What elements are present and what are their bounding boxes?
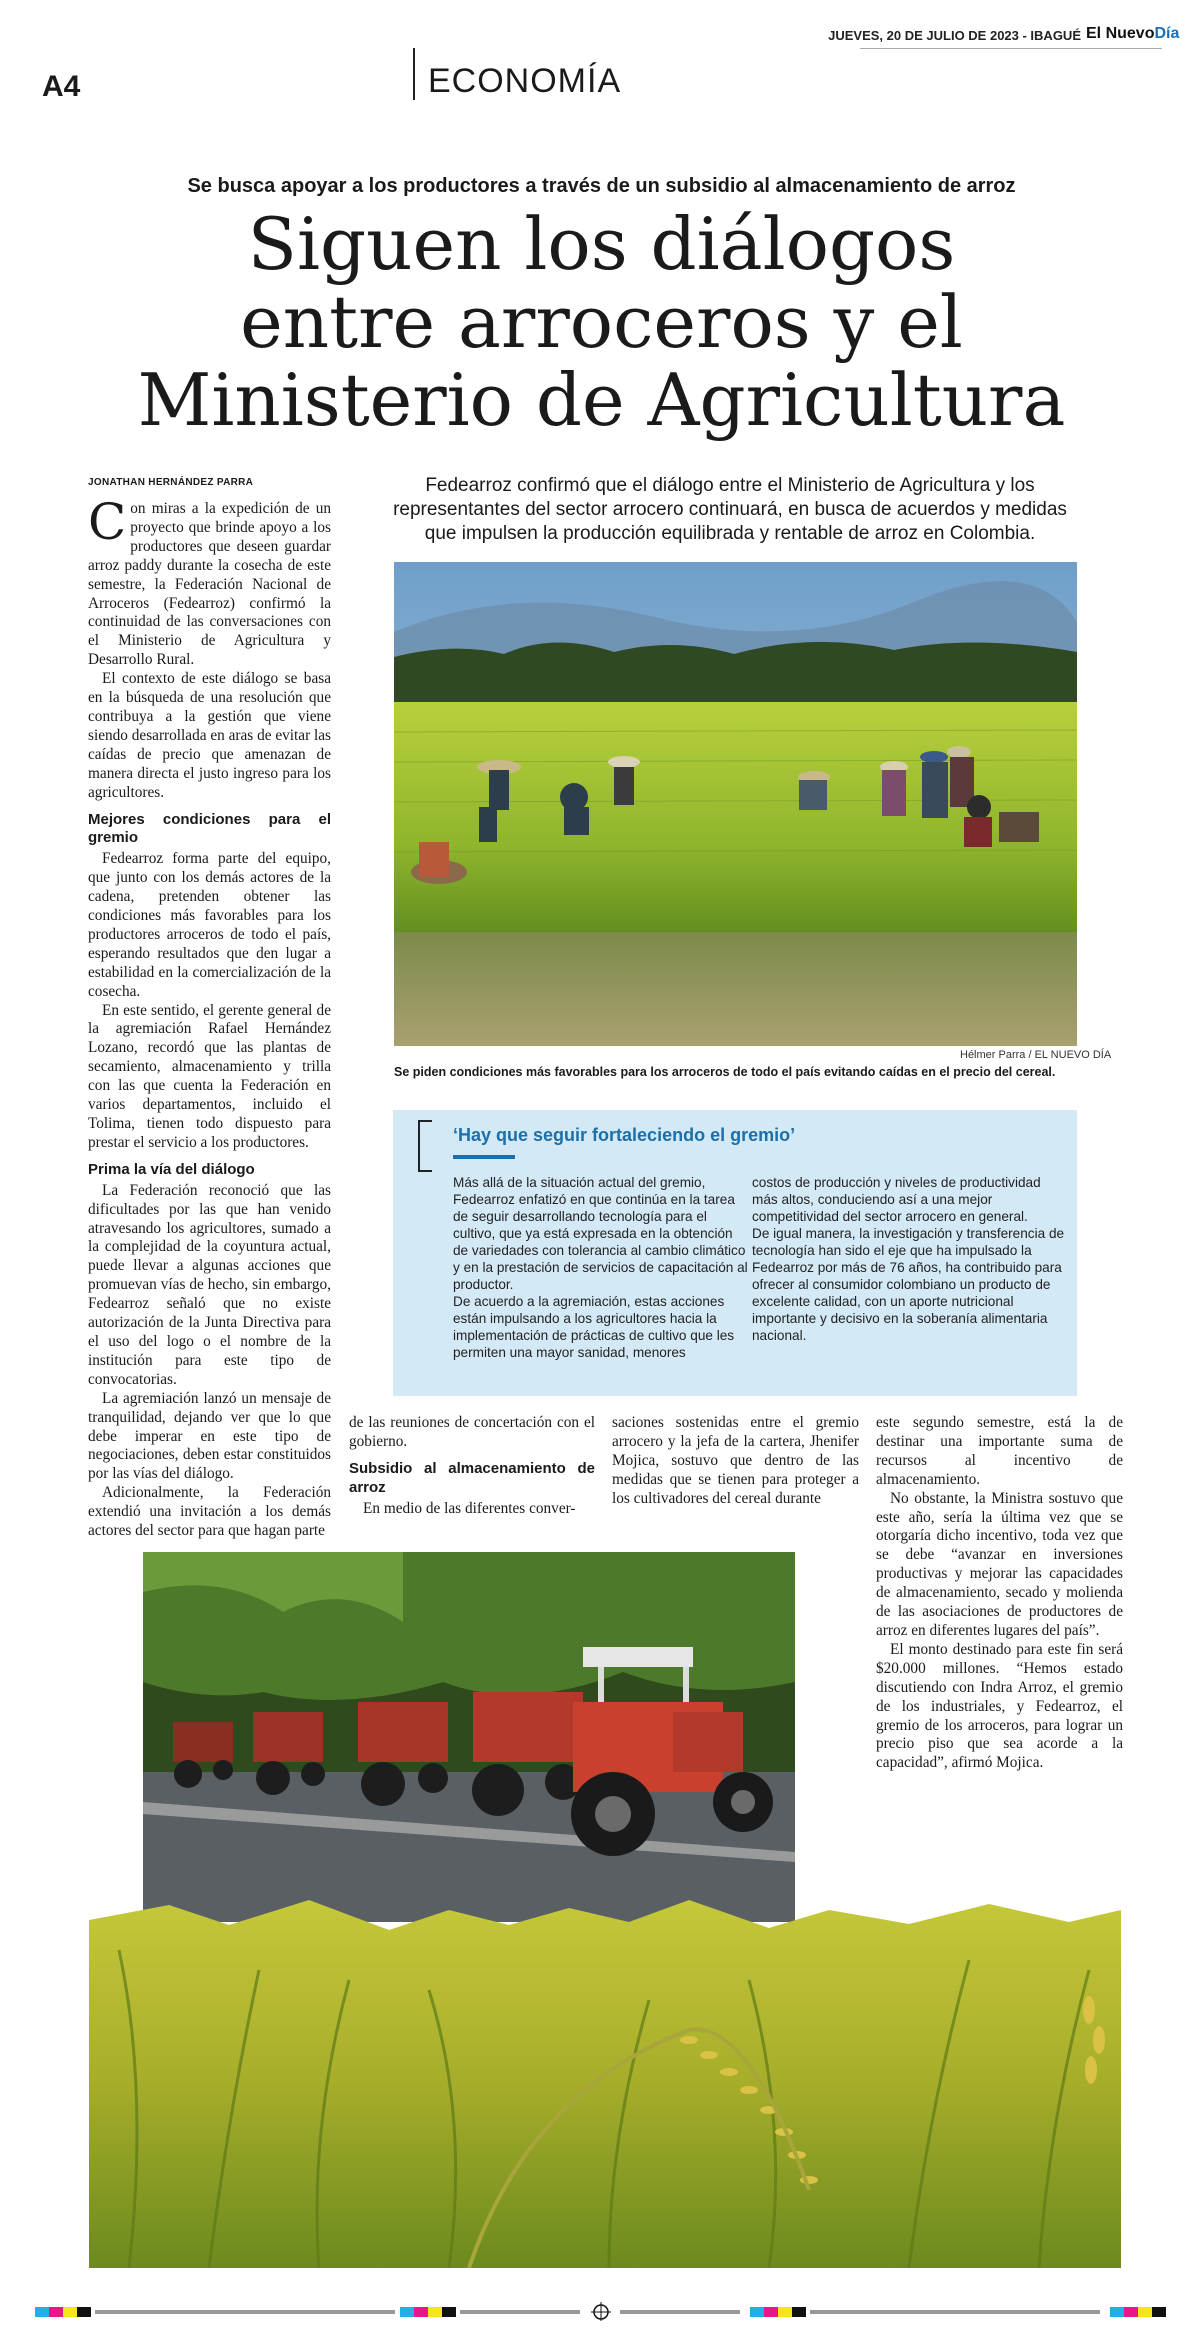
article-column-2 — [349, 1414, 595, 1519]
article-column-3 — [612, 1414, 859, 1509]
header-rule — [860, 48, 1162, 49]
box-paragraph: De igual manera, la investigación y transferencia de tecnología han sido el eje que ha impulsado la Fedearroz por más de 76 años, ha contribuido para ofrecer al consumidor colombiano un producto de excelente calidad, con un aporte nutricional importante y decisivo en la soberanía alimentaria nacional. — [752, 1226, 1065, 1343]
box-paragraph: Más allá de la situación actual del gremio, Fedearroz enfatizó en que continúa en la tarea de seguir desarrollando tecnología para el cultivo, que ya está expresada en la obtención de variedades con tolerancia al cambio climático y en la prestación de servicios de capacitación al productor. — [453, 1175, 748, 1292]
section-title: ECONOMÍA — [428, 62, 622, 100]
brand-name: El Nuevo — [1086, 25, 1155, 42]
article-column-4 — [876, 1414, 1123, 1773]
dateline: JUEVES, 20 DE JULIO DE 2023 - IBAGUÉ — [828, 28, 1081, 43]
subheading: Prima la vía del diálogo — [88, 1160, 255, 1178]
box-column-2 — [752, 1174, 1068, 1344]
paragraph: Fedearroz forma parte del equipo, que junto con los demás actores de la cadena, pretenden obtener las condiciones más favorables para los productores arroceros de todo el país, esperando resultados que den lugar a estabilidad en la comercialización de la cosecha. — [88, 850, 331, 1000]
paragraph: En medio de las diferentes conver- — [363, 1499, 576, 1517]
photo-caption: Se piden condiciones más favorables para los arroceros de todo el país evitando caídas en el precio del cereal. — [394, 1065, 1056, 1079]
paragraph: de las reuniones de concertación con el gobierno. — [349, 1414, 595, 1450]
box-title: ‘Hay que seguir fortaleciendo el gremio’ — [453, 1125, 796, 1145]
kicker: Se busca apoyar a los productores a través de un subsidio al almacenamiento de arroz — [187, 175, 1016, 197]
headline-line: Siguen los diálogos — [247, 202, 956, 286]
paragraph: El contexto de este diálogo se basa en la búsqueda de una resolución que contribuya a la gestión que viene siendo desarrollada en aras de evitar las caídas de precio que amenazan de manera directa el justo ingreso para los agricultores. — [88, 670, 331, 801]
print-registration-bar — [0, 2301, 1203, 2321]
photo-credit: Hélmer Parra / EL NUEVO DÍA — [960, 1049, 1112, 1061]
paragraph: este segundo semestre, está la de destinar una importante suma de recursos al incentivo de almacenamiento. — [876, 1414, 1123, 1488]
rice-field-photo — [394, 562, 1077, 1046]
brand-name-accent: Día — [1154, 25, 1180, 42]
paragraph — [88, 493, 331, 670]
brand-logo — [1086, 25, 1179, 43]
box-paragraph: costos de producción y niveles de productividad más altos, conduciendo así a una mejor competitividad del sector arrocero en general. — [752, 1175, 1041, 1224]
deck: Fedearroz confirmó que el diálogo entre el Ministerio de Agricultura y los representantes del sector arrocero continuará, en busca de acuerdos y medidas que impulsen la producción equilibrada y rentable de arroz en Colombia. — [393, 475, 1067, 544]
subheading: Mejores condiciones para el gremio — [88, 810, 331, 847]
box-column-1 — [453, 1174, 749, 1361]
paragraph: El monto destinado para este fin será $20.000 millones. “Hemos estado discutiendo con Indra Arroz, el gremio de los industriales, y Fedearroz, el gremio de los arroceros, para lograr un precio piso que sea acorde a la capacidad”, afirmó Mojica. — [876, 1640, 1123, 1772]
rice-plants-photo — [89, 1890, 1121, 2268]
headline-line: entre arroceros y el — [240, 280, 963, 364]
box-paragraph: De acuerdo a la agremiación, estas acciones están impulsando a los agricultores hacia la implementación de prácticas de cultivo que les permiten una mayor sanidad, menores — [453, 1294, 735, 1360]
paragraph: La Federación reconoció que las dificultades por las que han venido atravesando los agricultores, sumado a la complejidad de la coyuntura actual, puede llevar a algunas acciones que promuevan vías de hecho, sin embargo, Fedearroz señaló que no existe autorización de la Junta Directiva para el uso del logo o el nombre de la institución para este tipo de convocatorias. — [88, 1181, 331, 1388]
page-number: A4 — [42, 70, 81, 103]
headline-line: Ministerio de Agricultura — [137, 358, 1066, 442]
subheading: Subsidio al almacenamiento de arroz — [349, 1459, 595, 1496]
section-divider — [413, 48, 415, 100]
paragraph: No obstante, la Ministra sostuvo que este año, sería la última vez que se otorgaría dicho incentivo, toda vez que se debe “avanzar en inversiones productivas y mejorar las capacidades de almacenamiento, secado y molienda de las asociaciones de productores de arroz en diferentes lugares del país”. — [876, 1489, 1123, 1639]
paragraph: La agremiación lanzó un mensaje de tranquilidad, dejando ver que lo que debe imperar en este tipo de negociaciones, deben estar constituidos por las vías del diálogo. — [88, 1389, 331, 1483]
paragraph: En este sentido, el gerente general de la agremiación Rafael Hernández Lozano, recordó que las plantas de secamiento, almacenamiento y trilla con las que cuenta la Federación en varios departamentos, incluido el Tolima, tienen todo dispuesto para prestar el servicio a los productores. — [88, 1001, 331, 1151]
box-title-underline — [453, 1155, 515, 1159]
paragraph-text: on miras a la expedición de un proyecto que brinde apoyo a los productores que deseen guardar arroz paddy durante la cosecha de este semestre, la Federación Nacional de Arroceros (Fedearroz) confirmó la continuidad de las conversaciones con el Ministerio de Agricultura y Desarrollo Rural. — [88, 500, 331, 669]
headline — [0, 202, 1203, 442]
box-bracket — [418, 1120, 432, 1172]
article-column-1 — [88, 493, 331, 1541]
paragraph: saciones sostenidas entre el gremio arrocero y la jefa de la cartera, Jhenifer Mojica, sostuvo que dentro de las medidas que se tienen para proteger a los cultivadores del cereal durante — [612, 1414, 859, 1507]
byline: JONATHAN HERNÁNDEZ PARRA — [88, 477, 254, 488]
drop-cap: C — [88, 493, 127, 551]
paragraph: Adicionalmente, la Federación extendió una invitación a los demás actores del sector para que hagan parte — [88, 1484, 331, 1540]
tractors-photo — [143, 1552, 795, 1922]
